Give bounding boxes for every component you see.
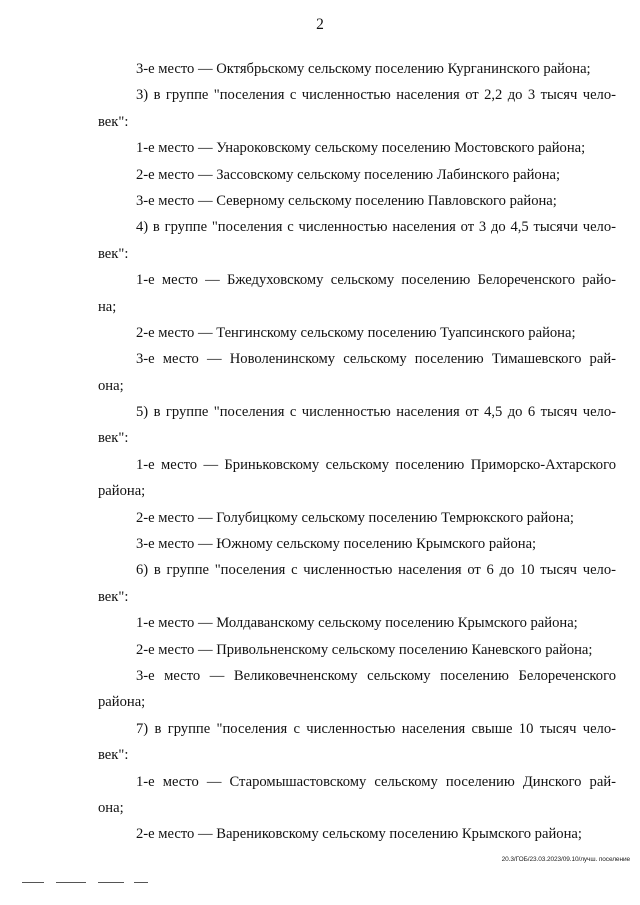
text-line: 3-е место — Новоленинскому сельскому поселению Тимашевского рай- bbox=[136, 351, 616, 368]
text-line: она; bbox=[98, 377, 124, 394]
text-line: района; bbox=[98, 694, 146, 711]
text-line: 1-е место — Бжедуховскому сельскому поселению Белореченского райо- bbox=[136, 272, 616, 289]
text-line: 1-е место — Бриньковскому сельскому поселению Приморско-Ахтарского bbox=[136, 456, 616, 473]
text-line: 3-е место — Южному сельскому поселению Крымского района; bbox=[136, 536, 537, 553]
rule-mark bbox=[56, 882, 86, 883]
text-line: на; bbox=[98, 298, 117, 315]
text-line: 2-е место — Тенгинскому сельскому поселению Туапсинского района; bbox=[136, 324, 576, 341]
text-line: век": bbox=[98, 588, 129, 605]
text-line: 7) в группе "поселения с численностью населения свыше 10 тысяч чело- bbox=[136, 720, 616, 737]
rule-mark bbox=[22, 882, 44, 883]
text-line: век": bbox=[98, 245, 129, 262]
text-line: век": bbox=[98, 430, 129, 447]
rule-mark bbox=[98, 882, 124, 883]
text-line: 2-е место — Привольненскому сельскому поселению Каневского района; bbox=[136, 641, 593, 658]
document-footer-code: 20.3/ГОБ/23.03.2023/09.10/лучш. поселение bbox=[501, 856, 630, 863]
text-line: она; bbox=[98, 799, 124, 816]
text-line: 1-е место — Молдаванскому сельскому поселению Крымского района; bbox=[136, 615, 578, 632]
text-line: 3-е место — Великовечненскому сельскому поселению Белореченского bbox=[136, 667, 616, 684]
text-line: района; bbox=[98, 483, 146, 500]
footer-rule-marks bbox=[0, 882, 160, 886]
document-body bbox=[98, 56, 616, 848]
text-line: 3-е место — Северному сельскому поселению Павловского района; bbox=[136, 192, 557, 209]
text-line: 2-е место — Зассовскому сельскому поселению Лабинского района; bbox=[136, 166, 561, 183]
page-number: 2 bbox=[316, 16, 324, 33]
text-line: 3) в группе "поселения с численностью населения от 2,2 до 3 тысяч чело- bbox=[136, 87, 616, 104]
text-line: 2-е место — Варениковскому сельскому поселению Крымского района; bbox=[136, 826, 582, 843]
text-line: 1-е место — Старомышастовскому сельскому поселению Динского рай- bbox=[136, 773, 616, 790]
text-line: 4) в группе "поселения с численностью населения от 3 до 4,5 тысячи чело- bbox=[136, 219, 616, 236]
text-line: век": bbox=[98, 113, 129, 130]
text-line: 5) в группе "поселения с численностью населения от 4,5 до 6 тысяч чело- bbox=[136, 404, 616, 421]
rule-mark bbox=[134, 882, 148, 883]
text-line: 2-е место — Голубицкому сельскому поселению Темрюкского района; bbox=[136, 509, 574, 526]
text-line: век": bbox=[98, 747, 129, 764]
text-line: 3-е место — Октябрьскому сельскому поселению Курганинского района; bbox=[136, 61, 591, 77]
text-line: 1-е место — Унароковскому сельскому поселению Мостовского района; bbox=[136, 140, 586, 157]
text-line: 6) в группе "поселения с численностью населения от 6 до 10 тысяч чело- bbox=[136, 562, 616, 579]
